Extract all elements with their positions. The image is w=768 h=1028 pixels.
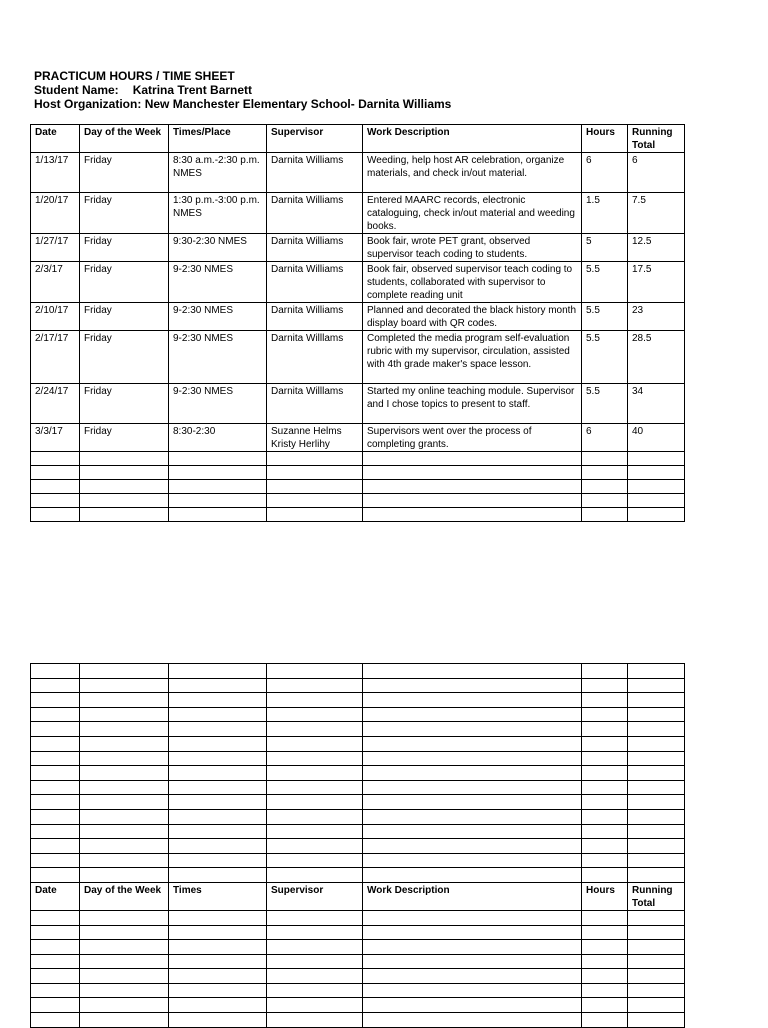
empty-row [31,508,685,522]
student-name-value: Katrina Trent Barnett [132,83,253,97]
cell-times: 9-2:30 NMES [169,262,267,303]
table-row [31,303,685,331]
empty-row [31,940,685,955]
cell-total: 7.5 [628,193,685,234]
cell-supervisor: Darnita Willlams [267,331,363,384]
column-header-date: Date [31,882,80,910]
empty-row [31,969,685,984]
host-organization-label: Host Organization: [34,97,142,111]
cell-day: Friday [80,193,169,234]
cell-times: 9-2:30 NMES [169,384,267,424]
cell-hours: 1.5 [582,193,628,234]
cell-date: 2/24/17 [31,384,80,424]
cell-hours: 5 [582,234,628,262]
column-header-total: Running Total [628,125,685,153]
cell-supervisor: Darnita Williams [267,153,363,193]
column-header-day: Day of the Week [80,125,169,153]
continuation-table [30,663,685,1028]
cell-supervisor: Darnita Williams [267,193,363,234]
table-row [31,153,685,193]
column-header-work: Work Description [363,125,582,153]
cell-supervisor: Darnita Williams [267,303,363,331]
empty-row [31,766,685,781]
cell-hours: 5.5 [582,384,628,424]
column-header-total: Running Total [628,882,685,910]
empty-row [31,868,685,883]
table-row [31,234,685,262]
cell-total: 23 [628,303,685,331]
cell-total: 17.5 [628,262,685,303]
cell-times: 8:30 a.m.-2:30 p.m. NMES [169,153,267,193]
table-header-row [31,125,685,153]
cell-total: 12.5 [628,234,685,262]
empty-row [31,780,685,795]
empty-row [31,707,685,722]
empty-row [31,839,685,854]
column-header-supervisor: Supervisor [267,125,363,153]
column-header-day: Day of the Week [80,882,169,910]
empty-row [31,664,685,679]
empty-row [31,722,685,737]
cell-times: 1:30 p.m.-3:00 p.m. NMES [169,193,267,234]
cell-work: Weeding, help host AR celebration, organize materials, and check in/out material. [363,153,582,193]
cell-date: 1/27/17 [31,234,80,262]
cell-times: 8:30-2:30 [169,424,267,452]
cell-work: Entered MAARC records, electronic cataloguing, check in/out material and weeding books. [363,193,582,234]
table-row [31,331,685,384]
host-organization-value: New Manchester Elementary School- Darnita Williams [144,97,452,111]
column-header-times: Times/Place [169,125,267,153]
empty-row [31,910,685,925]
student-name-line [34,83,451,97]
cell-day: Friday [80,153,169,193]
cell-work: Supervisors went over the process of completing grants. [363,424,582,452]
cell-work: Completed the media program self-evaluation rubric with my supervisor, circulation, assisted with 4th grade maker's space lesson. [363,331,582,384]
empty-row [31,452,685,466]
hours-table [30,124,685,522]
cell-date: 2/3/17 [31,262,80,303]
empty-row [31,824,685,839]
cell-supervisor: Suzanne Helms Kristy Herlihy [267,424,363,452]
sheet-header [34,69,451,111]
cell-work: Planned and decorated the black history month display board with QR codes. [363,303,582,331]
cell-hours: 5.5 [582,262,628,303]
cell-hours: 6 [582,424,628,452]
empty-row [31,678,685,693]
cell-times: 9-2:30 NMES [169,331,267,384]
cell-day: Friday [80,424,169,452]
cell-work: Book fair, observed supervisor teach coding to students, collaborated with supervisor to complete reading unit [363,262,582,303]
column-header-hours: Hours [582,882,628,910]
table-row [31,424,685,452]
empty-row [31,925,685,940]
cell-day: Friday [80,331,169,384]
cell-total: 40 [628,424,685,452]
cell-day: Friday [80,262,169,303]
cell-total: 34 [628,384,685,424]
empty-row [31,480,685,494]
cell-hours: 6 [582,153,628,193]
cell-date: 2/17/17 [31,331,80,384]
empty-row [31,853,685,868]
empty-row [31,998,685,1013]
column-header-work: Work Description [363,882,582,910]
cell-work: Started my online teaching module. Supervisor and I chose topics to present to staff. [363,384,582,424]
empty-row [31,466,685,480]
cell-date: 1/13/17 [31,153,80,193]
empty-row [31,494,685,508]
empty-row [31,736,685,751]
cell-times: 9:30-2:30 NMES [169,234,267,262]
student-name-label: Student Name: [34,83,119,97]
empty-row [31,1013,685,1028]
cell-times: 9-2:30 NMES [169,303,267,331]
column-header-times: Times [169,882,267,910]
cell-supervisor: Darnita Willlams [267,384,363,424]
empty-row [31,751,685,766]
cell-date: 1/20/17 [31,193,80,234]
empty-row [31,693,685,708]
cell-total: 28.5 [628,331,685,384]
cell-hours: 5.5 [582,331,628,384]
empty-row [31,795,685,810]
column-header-supervisor: Supervisor [267,882,363,910]
cell-total: 6 [628,153,685,193]
cell-date: 2/10/17 [31,303,80,331]
cell-hours: 5.5 [582,303,628,331]
empty-row [31,954,685,969]
table-row [31,262,685,303]
table-row [31,384,685,424]
cell-work: Book fair, wrote PET grant, observed supervisor teach coding to students. [363,234,582,262]
cell-day: Friday [80,384,169,424]
empty-row [31,983,685,998]
sheet-title: PRACTICUM HOURS / TIME SHEET [34,69,235,83]
column-header-hours: Hours [582,125,628,153]
cell-supervisor: Darnita Williams [267,262,363,303]
cell-date: 3/3/17 [31,424,80,452]
cell-day: Friday [80,234,169,262]
cell-day: Friday [80,303,169,331]
table-header-row [31,882,685,910]
empty-row [31,809,685,824]
column-header-date: Date [31,125,80,153]
cell-supervisor: Darnita Williams [267,234,363,262]
host-organization-line [34,97,451,111]
table-row [31,193,685,234]
